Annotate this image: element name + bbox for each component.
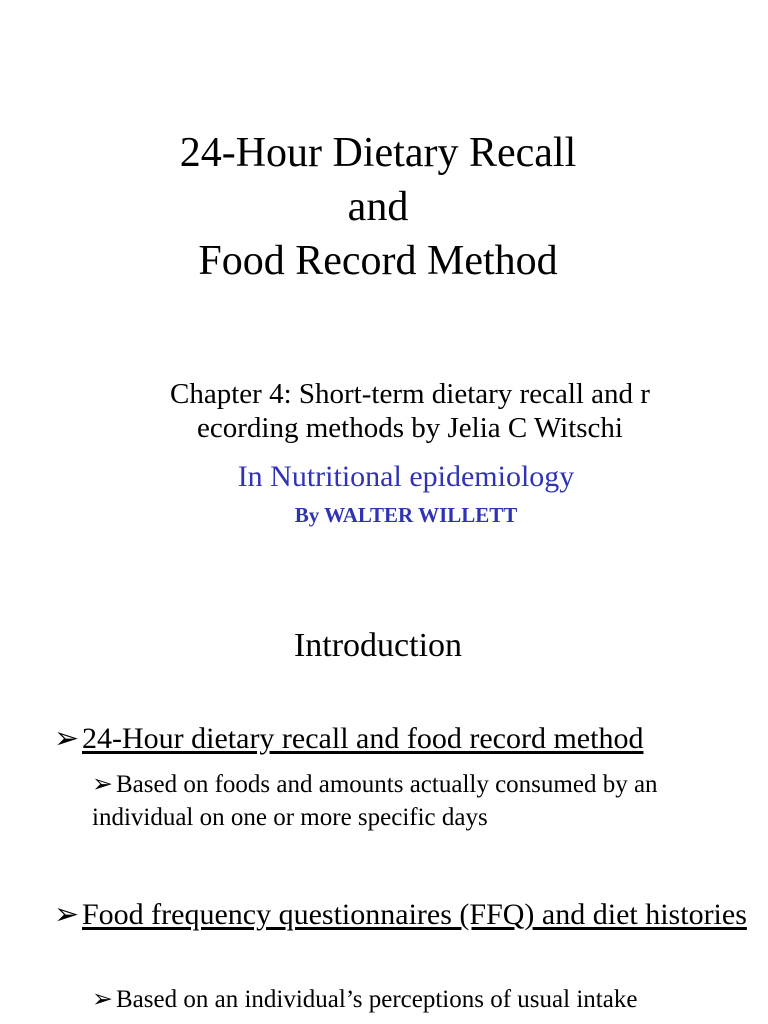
bullet-item [54,720,754,758]
sub-bullet-text: Based on an individual’s perceptions of usual intake [116,986,638,1013]
bullet-text: 24-Hour dietary recall and food record method [82,722,644,755]
subtitle-line-1: Chapter 4: Short-term dietary recall and r [170,378,650,410]
subtitle-line-2: ecording methods by Jelia C Witschi [197,412,623,444]
title-line-3: Food Record Method [198,238,558,284]
title-line-1: 24-Hour Dietary Recall [179,130,577,176]
introduction-slide [0,560,768,1024]
title-line-2: and [347,184,409,230]
bullet-text: Food frequency questionnaires (FFQ) and diet histories [82,898,747,931]
book-title: In Nutritional epidemiology [237,460,575,493]
author-name: By WALTER WILLETT [294,503,518,527]
sub-bullet-text: Based on foods and amounts actually consumed by an individual on one or more specific days [92,771,658,831]
sub-bullet-item [92,983,752,1016]
arrow-bullet-icon: ➢ [54,898,80,931]
introduction-heading: Introduction [293,627,463,664]
sub-bullet-item [92,768,752,834]
chapter-subtitle [110,377,710,445]
arrow-bullet-icon: ➢ [54,722,80,755]
arrow-bullet-icon: ➢ [92,771,113,798]
document-title [0,126,756,288]
arrow-bullet-icon: ➢ [92,986,113,1013]
bullet-item [54,896,754,934]
